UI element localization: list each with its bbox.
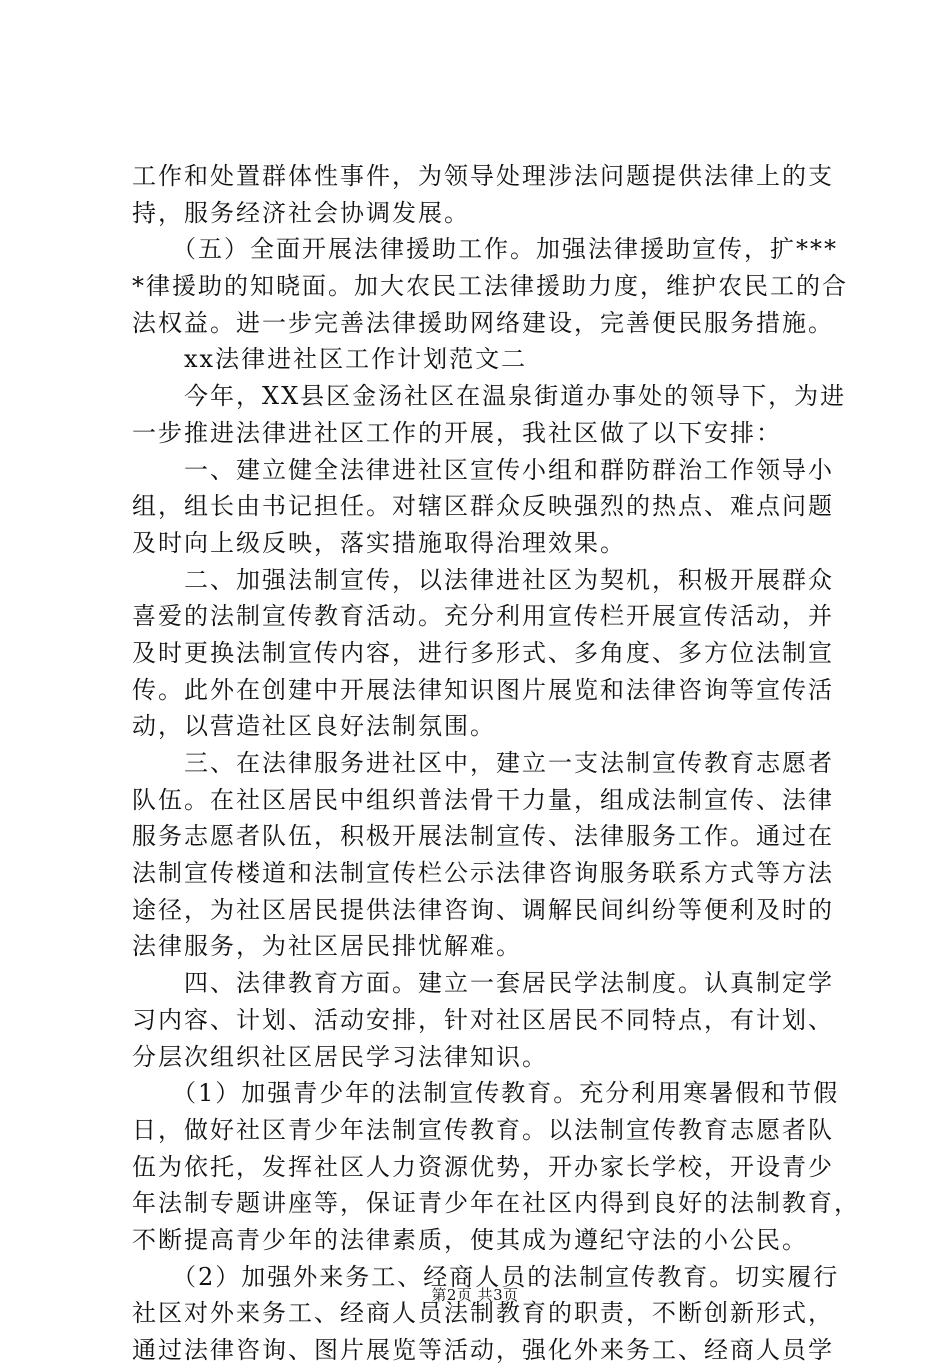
text-line: 法制宣传楼道和法制宣传栏公示法律咨询服务联系方式等方法	[132, 859, 834, 888]
text-line: 喜爱的法制宣传教育活动。充分利用宣传栏开展宣传活动，并	[132, 602, 834, 631]
text-line: 一、建立健全法律进社区宣传小组和群防群治工作领导小	[132, 455, 834, 484]
text-line: 传。此外在创建中开展法律知识图片展览和法律咨询等宣传活	[132, 675, 834, 704]
text-line: *律援助的知晓面。加大农民工法律援助力度，维护农民工的合	[132, 272, 848, 301]
text-line: （五）全面开展法律援助工作。加强法律援助宣传，扩***	[132, 235, 838, 264]
text-line: 今年，XX县区金汤社区在温泉街道办事处的领导下，为进	[132, 382, 847, 411]
text-line: 法权益。进一步完善法律援助网络建设，完善便民服务措施。	[132, 308, 834, 337]
text-line: 法律服务，为社区居民排忧解难。	[132, 932, 522, 961]
document-body	[132, 158, 860, 1369]
text-line: 动，以营造社区良好法制氛围。	[132, 712, 496, 741]
text-line: 四、法律教育方面。建立一套居民学法制度。认真制定学	[132, 969, 834, 998]
text-line: 通过法律咨询、图片展览等活动，强化外来务工、经商人员学	[132, 1336, 834, 1364]
text-line: （2）加强外来务工、经商人员的法制宣传教育。切实履行	[132, 1262, 840, 1291]
text-line: 服务志愿者队伍，积极开展法制宣传、法律服务工作。通过在	[132, 822, 834, 851]
section-heading: xx法律进社区工作计划范文二	[132, 345, 528, 374]
text-line: 队伍。在社区居民中组织普法骨干力量，组成法制宣传、法律	[132, 785, 834, 814]
text-line: 及时更换法制宣传内容，进行多形式、多角度、多方位法制宣	[132, 638, 834, 667]
text-line: 日，做好社区青少年法制宣传教育。以法制宣传教育志愿者队	[132, 1115, 834, 1144]
text-line: 伍为依托，发挥社区人力资源优势，开办家长学校，开设青少	[132, 1152, 834, 1181]
text-line: 途径，为社区居民提供法律咨询、调解民间纠纷等便利及时的	[132, 895, 834, 924]
text-line: 社区对外来务工、经商人员法制教育的职责，不断创新形式，	[132, 1299, 834, 1328]
text-line: 及时向上级反映，落实措施取得治理效果。	[132, 528, 626, 557]
text-line: 年法制专题讲座等，保证青少年在社区内得到良好的法制教育，	[132, 1189, 860, 1218]
text-line: 一步推进法律进社区工作的开展，我社区做了以下安排：	[132, 418, 782, 447]
page-number-footer: 第2页 共3页	[431, 1286, 519, 1304]
text-line: 分层次组织社区居民学习法律知识。	[132, 1042, 548, 1071]
text-line: 习内容、计划、活动安排，针对社区居民不同特点，有计划、	[132, 1005, 834, 1034]
text-line: 三、在法律服务进社区中，建立一支法制宣传教育志愿者	[132, 749, 834, 777]
text-line: 组，组长由书记担任。对辖区群众反映强烈的热点、难点问题	[132, 492, 834, 521]
text-line: 二、加强法制宣传，以法律进社区为契机，积极开展群众	[132, 565, 834, 594]
text-line: 不断提高青少年的法律素质，使其成为遵纪守法的小公民。	[132, 1225, 808, 1254]
text-line: （1）加强青少年的法制宣传教育。充分利用寒暑假和节假	[132, 1079, 840, 1108]
text-line: 持，服务经济社会协调发展。	[132, 198, 470, 227]
text-line: 工作和处置群体性事件，为领导处理涉法问题提供法律上的支	[132, 162, 834, 190]
